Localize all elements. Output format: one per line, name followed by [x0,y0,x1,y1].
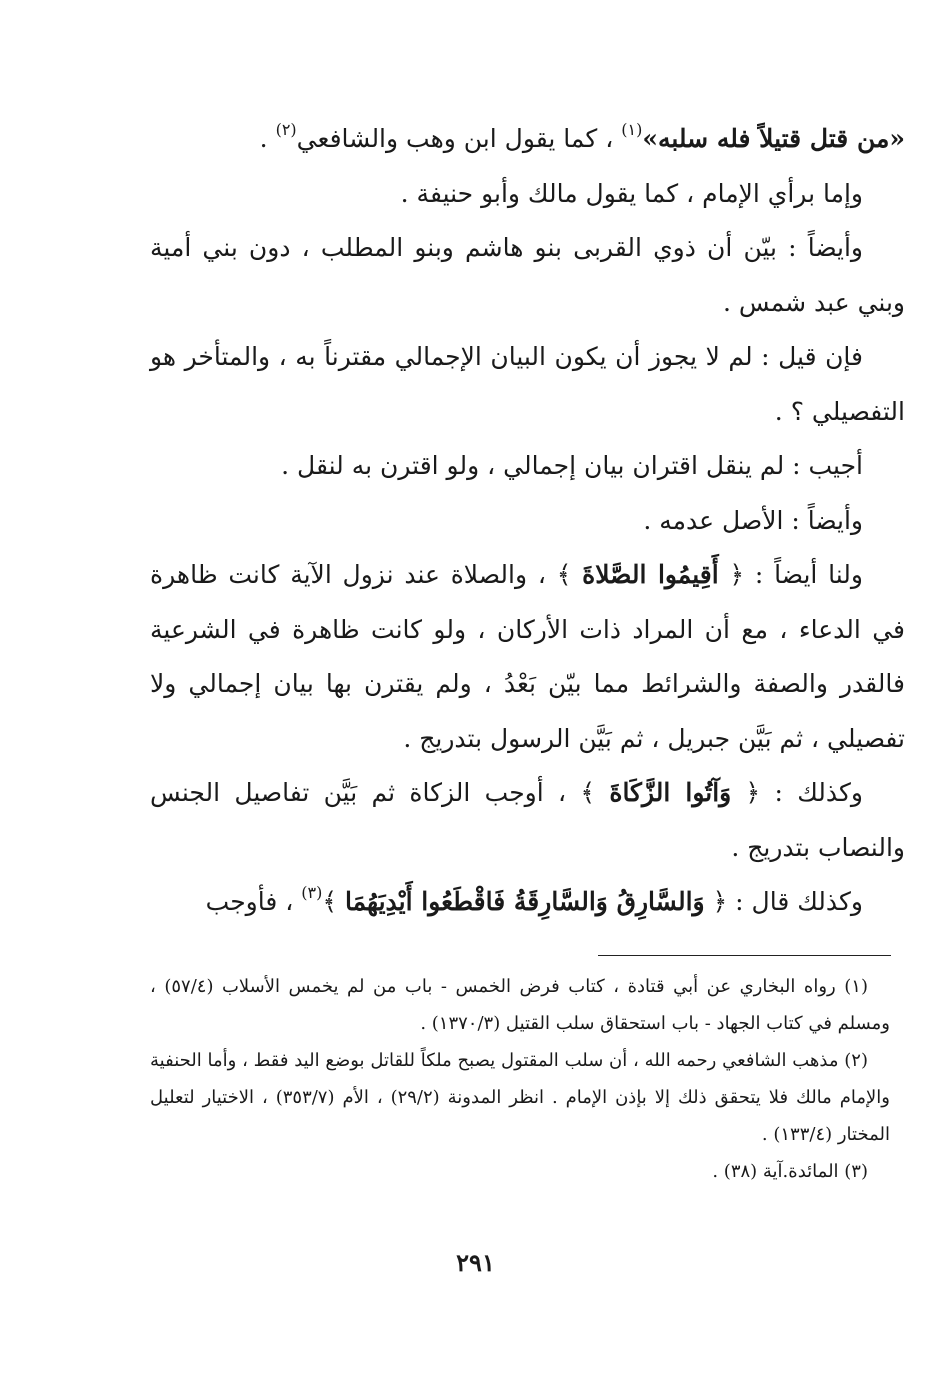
paragraph-9 [150,875,905,930]
paragraph-9-lead: وكذلك قال : ﴿ [704,887,863,916]
hadith-quote: «من قتل قتيلاً فله سلبه» [642,124,905,153]
paragraph-1-text: ، كما يقول ابن وهب والشافعي [296,124,622,153]
footnote-2: (٢) مذهب الشافعي رحمه الله ، أن سلب المقتول يصبح ملكاً للقاتل بوضع اليد فقط ، وأما الحنفية والإمام مالك فلا يتحقق ذلك إلا بإذن الإمام . انظر المدونة (٢٩/٢) ، الأم (٣٥٣/٧) ، الاختيار لتعليل المختار (١٣٣/٤) . [150,1050,890,1145]
footnote-ref-1[interactable]: (١) [621,120,643,139]
paragraph-7-rest: ﴾ ، والصلاة عند نزول الآية كانت ظاهرة في الدعاء ، مع أن المراد ذات الأركان ، ولو كانت ظاهرة في الشرعية فالقدر والصفة والشرائط مما بيّن بَعْدُ ، ولم يقترن بها بيان إجمالي ولا تفصيلي ، ثم بَيَّن جبريل ، ثم بَيَّن الرسول بتدريج . [150,560,905,753]
paragraph-3: وأيضاً : بيّن أن ذوي القربى بنو هاشم وبنو المطلب ، دون بني أمية وبني عبد شمس . [150,233,905,317]
paragraph-7 [150,548,905,766]
paragraph-2: وإما برأي الإمام ، كما يقول مالك وأبو حنيفة . [400,178,863,208]
footnote-1: (١) رواه البخاري عن أبي قتادة ، كتاب فرض الخمس - باب من لم يخمس الأسلاب (٥٧/٤) ، ومسلم في كتاب الجهاد - باب استحقاق سلب القتيل (١٣٧٠/٣) . [150,976,890,1034]
page-number: ٢٩١ [456,1248,495,1277]
footnote-ref-2[interactable]: (٢) [275,120,297,139]
paragraph-6: وأيضاً : الأصل عدمه . [643,505,863,535]
paragraph-8-rest: ﴾ ، أوجب الزكاة ثم بَيَّن تفاصيل الجنس والنصاب بتدريج . [150,778,905,862]
paragraph-4: فإن قيل : لم لا يجوز أن يكون البيان الإجمالي مقترناً به ، والمتأخر هو التفصيلي ؟ . [150,342,905,426]
footnote-3: (٣) المائدة.آية (٣٨) . [712,1161,868,1182]
paragraph-8-lead: وكذلك : ﴿ [731,778,863,807]
quran-verse-salah: أَقِيمُوا الصَّلاةَ [582,560,719,589]
paragraph-1-end: . [259,124,276,153]
quran-verse-zakah: وَآتُوا الزَّكَاةَ [609,778,732,807]
footnotes [150,968,890,1190]
quran-verse-sariq: وَالسَّارِقُ وَالسَّارِقَةُ فَاقْطَعُوا أَيْدِيَهُمَا [344,887,705,916]
paragraph-1 [150,112,905,167]
paragraph-9-close: ﴾ [322,887,345,916]
paragraph-5: أجيب : لم ينقل اقتران بيان إجمالي ، ولو اقترن به لنقل . [281,451,863,480]
main-text [150,112,905,930]
paragraph-8 [150,766,905,875]
paragraph-7-lead: ولنا أيضاً : ﴿ [718,560,863,589]
paragraph-9-rest: ، فأوجب [205,887,302,916]
footnote-ref-3[interactable]: (٣) [301,883,323,902]
footnote-divider [598,955,891,956]
